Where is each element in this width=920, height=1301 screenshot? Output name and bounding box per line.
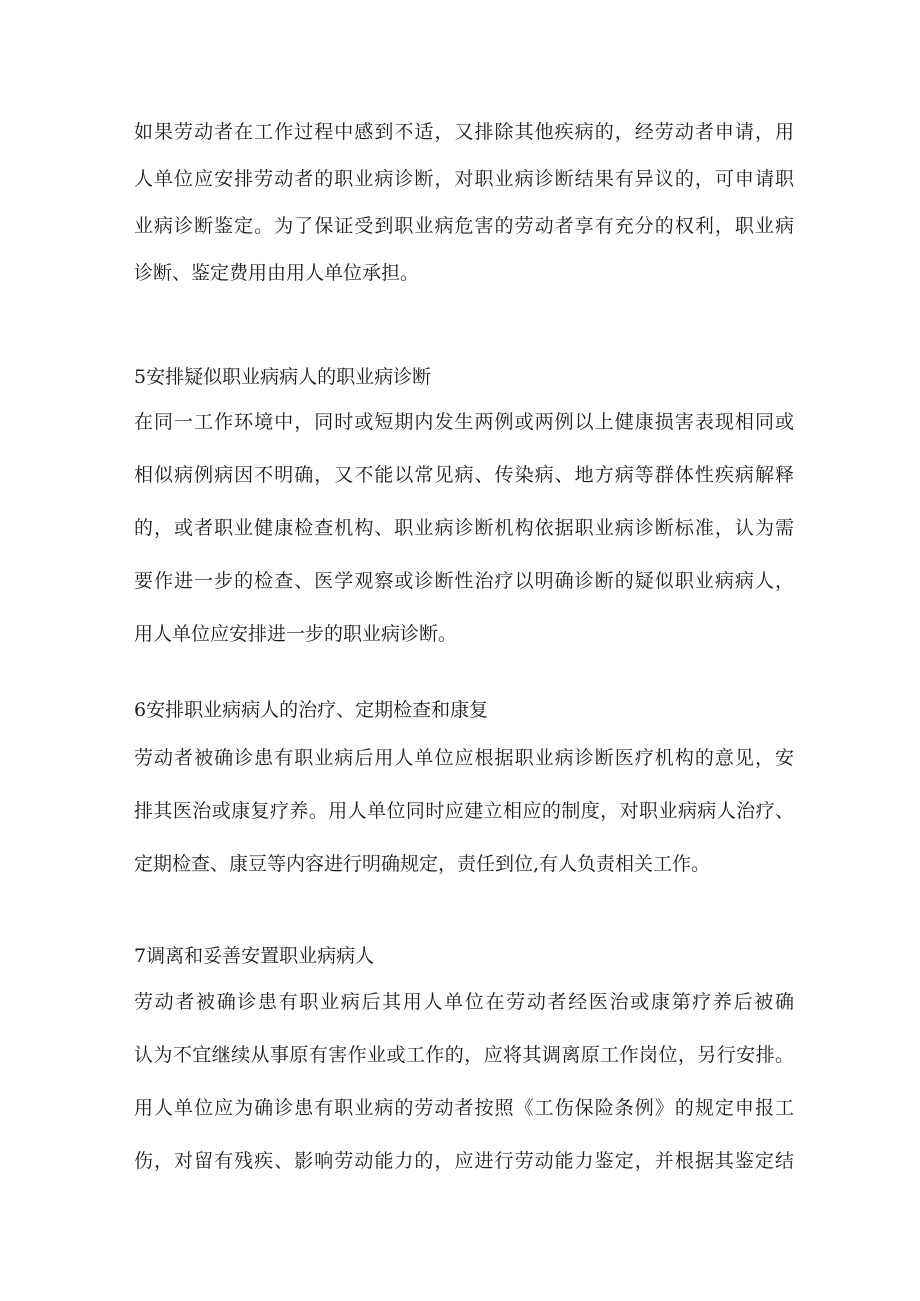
- paragraph-section-6: [134, 740, 794, 882]
- text-line: 相似病例病因不明确，又不能以常见病、传染病、地方病等群体性疾病解释: [134, 464, 794, 486]
- paragraph-section-5: [134, 404, 794, 652]
- paragraph-section-7: [134, 984, 794, 1179]
- text-line: 劳动者被确诊患有职业病后其用人单位在劳动者经医治或康第疗养后被确: [134, 991, 794, 1013]
- text-line: 业病诊断鉴定。为了保证受到职业病危害的劳动者享有充分的权利，职业病: [134, 215, 794, 237]
- text-line: 要作进一步的检查、医学观察或诊断性治疗以明确诊断的疑似职业病病人，: [134, 570, 794, 592]
- text-line: 劳动者被确诊患有职业病后用人单位应根据职业病诊断医疗机构的意见，安: [134, 747, 794, 769]
- text-line: 认为不宜继续从事原有害作业或工作的，应将其调离原工作岗位，另行安排。: [134, 1044, 794, 1066]
- paragraph-intro: [134, 114, 794, 291]
- section-heading-7: 7调离和妥善安置职业病病人: [134, 945, 375, 967]
- text-line: 人单位应安排劳动者的职业病诊断，对职业病诊断结果有异议的，可申请职: [134, 168, 794, 190]
- section-heading-6: 6安排职业病病人的治疗、定期检查和康复: [134, 699, 489, 721]
- text-line: 排其医治或康复疗养。用人单位同时应建立相应的制度，对职业病病人治疗、: [134, 800, 794, 822]
- text-line: 如果劳动者在工作过程中感到不适，又排除其他疾病的，经劳动者申请，用: [134, 121, 794, 143]
- text-line: 在同一工作环境中，同时或短期内发生两例或两例以上健康损害表现相同或: [134, 411, 794, 433]
- section-heading-5: 5安排疑似职业病病人的职业病诊断: [134, 366, 432, 388]
- text-line: 的，或者职业健康检查机构、职业病诊断机构依据职业病诊断标准，认为需: [134, 517, 794, 539]
- text-line: 诊断、鉴定费用由用人单位承担。: [134, 262, 420, 284]
- text-line: 伤，对留有残疾、影响劳动能力的，应进行劳动能力鉴定，并根据其鉴定结: [134, 1150, 794, 1172]
- text-line: 用人单位应安排进一步的职业病诊断。: [134, 623, 458, 645]
- text-line: 定期检查、康豆等内容进行明确规定，责任到位,有人负责相关工作。: [134, 853, 711, 875]
- text-line: 用人单位应为确诊患有职业病的劳动者按照《工伤保险条例》的规定申报工: [134, 1097, 794, 1119]
